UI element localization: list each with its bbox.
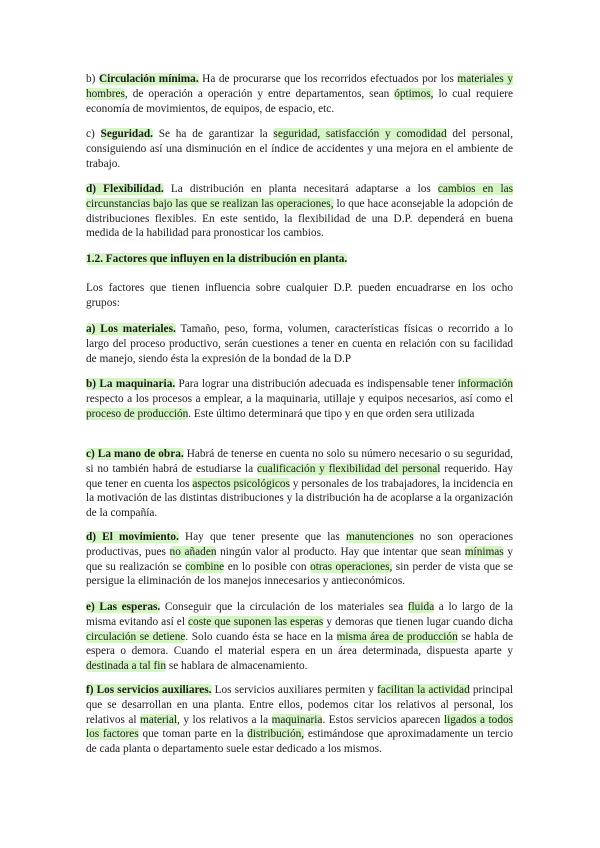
highlighted-text: misma área de producción — [336, 630, 458, 643]
text-run: , de operación a operación y entre departamentos, sean — [124, 87, 395, 100]
item-title: a) Los materiales. — [86, 323, 176, 335]
text-run: principal que se desarrollan en una planta. Entre ellos, podemos citar los relativos al personal, los relativos al — [86, 684, 513, 726]
highlighted-text: distribución, — [247, 728, 305, 741]
paragraph-intro-factores — [86, 281, 513, 311]
text-run: , y los relativos a la — [177, 713, 272, 726]
text-run: . Solo cuando ésta se hace en la — [185, 630, 337, 643]
text-run: Conseguir que la circulación de los materiales sea — [160, 601, 408, 613]
text-run: requerido. Hay que tener en cuenta los — [86, 462, 513, 490]
text-run: Para lograr una distribución adecuada es indispensable tener — [175, 378, 458, 390]
text-run: que toman parte en la — [138, 728, 248, 741]
text-run: Se ha de garantizar la — [152, 128, 274, 140]
paragraph-materiales — [86, 322, 513, 366]
paragraph-mano-de-obra — [86, 447, 513, 521]
highlighted-text: coste que suponen las esperas — [188, 615, 324, 628]
highlighted-text: proceso de producción — [86, 407, 189, 420]
item-label: c) — [86, 128, 95, 140]
text-run: La distribución en planta necesitará adaptarse a los — [163, 183, 438, 195]
text-run: sin perder de vista que se persigue la eliminación de los manejos innecesarios y antieconómicos. — [86, 560, 514, 588]
highlighted-text: maquinaria — [271, 713, 323, 726]
text-run: . Este último determinará que tipo y en que orden sera utilizada — [188, 407, 475, 420]
item-title: c) La mano de obra. — [86, 448, 184, 460]
section-heading — [86, 252, 513, 267]
paragraph-movimiento — [86, 530, 513, 589]
highlighted-text: aspectos psicológicos — [192, 477, 290, 490]
text-run: Tamaño, peso, forma, volumen, características físicas o recorrido a lo largo del proceso productivo, serán cuestiones a tener en cuenta en relación con su facilidad de manejo, siendo ésta la expresión de la bondad de la D.P — [86, 323, 513, 365]
highlighted-text: manutenciones — [345, 531, 414, 543]
paragraph-servicios-auxiliares — [86, 683, 513, 757]
highlighted-text: ligados a todos los factores — [86, 713, 514, 741]
paragraph-esperas — [86, 600, 513, 674]
text-run: y personales de los trabajadores, la incidencia en la motivación de las distintas distribuciones y la distribución ha de acoplarse a la organización de la compañía. — [86, 477, 513, 520]
paragraph-maquinaria — [86, 377, 513, 421]
item-label: b) — [86, 73, 96, 85]
item-title: b) La maquinaria. — [86, 378, 176, 390]
text-run: se hablara de almacenamiento. — [166, 660, 308, 673]
highlighted-text: material — [140, 713, 178, 726]
text-run: . Estos servicios aparecen — [322, 713, 444, 726]
paragraph-seguridad — [86, 127, 513, 171]
highlighted-text: combine — [185, 560, 225, 573]
text-run: Hay que tener presente que las — [178, 531, 346, 543]
highlighted-text: no añaden — [169, 545, 217, 558]
heading-text: 1.2. Factores que influyen en la distribución en planta. — [86, 253, 348, 265]
text-run: ningún valor al producto. Hay que intentar que sean — [216, 545, 465, 558]
item-title: Seguridad. — [100, 128, 153, 140]
paragraph-circulacion-minima — [86, 72, 513, 116]
text-run: Los factores que tienen influencia sobre cualquier D.P. pueden encuadrarse en los ocho grupos: — [86, 282, 513, 309]
text-run: y demoras que tienen lugar cuando dicha — [323, 615, 513, 628]
text-run: no son operaciones productivas, pues — [86, 531, 513, 558]
text-run: lo que hace aconsejable la adopción de distribuciones flexibles. En este sentido, la flexibilidad de una D.P. dependerá en buena medida de la habilidad para pronosticar los cambios. — [86, 197, 513, 240]
highlighted-text: destinada a tal fin — [86, 660, 166, 673]
highlighted-text: cambios en las circunstancias bajo las que se realizan las operaciones, — [86, 183, 513, 210]
text-run: Ha de procurarse que los recorridos efectuados por los — [198, 73, 458, 85]
highlighted-text: información — [457, 378, 513, 390]
item-title: d) El movimiento. — [86, 531, 179, 543]
item-title: f) Los servicios auxiliares. — [86, 684, 212, 696]
text-run: se habla de espera o demora. Cuando el material espera en un área determinada, dispuesta aparte y — [86, 630, 513, 658]
text-run: del personal, consiguiendo así una disminución en el índice de accidentes y una mejora en el ambiente de trabajo. — [86, 128, 514, 170]
highlighted-text: materiales y hombres — [86, 73, 514, 100]
item-title: e) Las esperas. — [86, 601, 161, 613]
item-title: d) Flexibilidad. — [86, 183, 164, 195]
highlighted-text: óptimos, — [394, 87, 434, 100]
text-run: Los servicios auxiliares permiten y — [211, 684, 377, 696]
text-run: Habrá de tenerse en cuenta no solo su número necesario o su seguridad, si no también habrá de estudiarse la — [86, 448, 514, 475]
highlighted-text: cualificación y flexibilidad del personal — [257, 462, 441, 475]
paragraph-flexibilidad — [86, 182, 513, 241]
text-run: respecto a los procesos a emplear, a la maquinaria, utillaje y equipos necesarios, así como el — [86, 392, 513, 405]
highlighted-text: facilitan la actividad — [376, 684, 470, 696]
text-run: y que su realización se — [86, 545, 513, 573]
text-run: lo cual requiere economía de movimientos, de equipos, de espacio, etc. — [86, 87, 513, 115]
text-run: estimándose que aproximadamente un tercio de cada planta o departamento suele estar dedicado a los mismos. — [86, 728, 513, 756]
text-run: a lo largo de la misma evitando así el — [86, 601, 513, 628]
highlighted-text: otras operaciones, — [310, 560, 393, 573]
text-run: en lo posible con — [224, 560, 311, 573]
highlighted-text: circulación se detiene — [86, 630, 186, 643]
item-title: Circulación mínima. — [98, 73, 199, 85]
highlighted-text: fluida — [407, 601, 435, 613]
highlighted-text: seguridad, satisfacción y comodidad — [273, 128, 447, 140]
highlighted-text: mínimas — [464, 545, 504, 558]
